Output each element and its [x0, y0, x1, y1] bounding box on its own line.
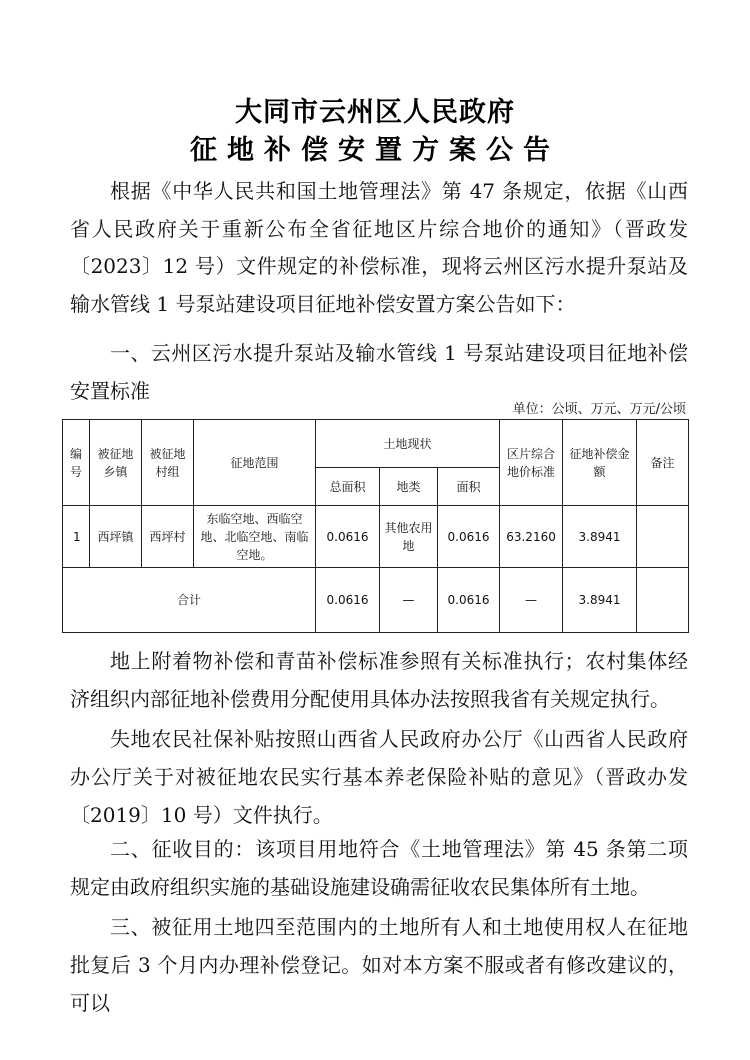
header-no: 编号: [63, 420, 90, 506]
paragraph-section-two: 二、征收目的：该项目用地符合《土地管理法》第 45 条第二项规定由政府组织实施的基础设施建设确需征收农民集体所有土地。: [70, 837, 688, 899]
document-title-line2: 征地补偿安置方案公告: [190, 135, 560, 166]
header-land-status: 土地现状: [316, 420, 500, 468]
table-total-row: [63, 568, 689, 633]
document-title-line1: 大同市云州区人民政府: [235, 97, 515, 128]
header-total-area: 总面积: [316, 468, 380, 506]
cell-town: 西坪镇: [90, 506, 142, 568]
cell-sum-price: —: [500, 568, 563, 633]
cell-sum-land-type: —: [380, 568, 438, 633]
table-header-row: [63, 420, 689, 468]
cell-compensation: 3.8941: [563, 506, 637, 568]
header-area: 面积: [438, 468, 500, 506]
cell-area: 0.0616: [438, 506, 500, 568]
header-scope: 征地范围: [194, 420, 316, 506]
cell-sum-compensation: 3.8941: [563, 568, 637, 633]
cell-sum-remark: [637, 568, 689, 633]
header-town: 被征地乡镇: [90, 420, 142, 506]
header-price: 区片综合地价标准: [500, 420, 563, 506]
header-compensation: 征地补偿金额: [563, 420, 637, 506]
paragraph-section-three: 三、被征用土地四至范围内的土地所有人和土地使用权人在征地批复后 3 个月内办理补偿登记。如对本方案不服或者有修改建议的，可以: [70, 915, 688, 1015]
header-village: 被征地村组: [142, 420, 194, 506]
paragraph-attachments: 地上附着物补偿和青苗补偿标准参照有关标准执行；农村集体经济组织内部征地补偿费用分配使用具体办法按照我省有关规定执行。: [70, 649, 688, 711]
cell-total-area: 0.0616: [316, 506, 380, 568]
unit-label: 单位：公顷、万元、万元/公顷: [512, 402, 686, 417]
cell-sum-area: 0.0616: [438, 568, 500, 633]
cell-sum-total-area: 0.0616: [316, 568, 380, 633]
cell-no: 1: [63, 506, 90, 568]
paragraph-intro: 根据《中华人民共和国土地管理法》第 47 条规定，依据《山西省人民政府关于重新公布全省征地区片综合地价的通知》（晋政发〔2023〕12 号）文件规定的补偿标准，现将云州区污水提升泵站及输水管线 1 号泵站建设项目征地补偿安置方案公告如下：: [70, 179, 688, 316]
header-remark: 备注: [637, 420, 689, 506]
header-land-type: 地类: [380, 468, 438, 506]
table-row: [63, 506, 689, 568]
compensation-table: [62, 419, 689, 633]
cell-remark: [637, 506, 689, 568]
paragraph-section-one: 一、云州区污水提升泵站及输水管线 1 号泵站建设项目征地补偿安置标准: [70, 341, 688, 403]
cell-land-type: 其他农用地: [380, 506, 438, 568]
cell-village: 西坪村: [142, 506, 194, 568]
cell-scope: 东临空地、西临空地、北临空地、南临空地。: [194, 506, 316, 568]
cell-total-label: 合计: [63, 568, 316, 633]
paragraph-social-security: 失地农民社保补贴按照山西省人民政府办公厅《山西省人民政府办公厅关于对被征地农民实行基本养老保险补贴的意见》（晋政办发〔2019〕10 号）文件执行。: [70, 727, 688, 827]
cell-price: 63.2160: [500, 506, 563, 568]
